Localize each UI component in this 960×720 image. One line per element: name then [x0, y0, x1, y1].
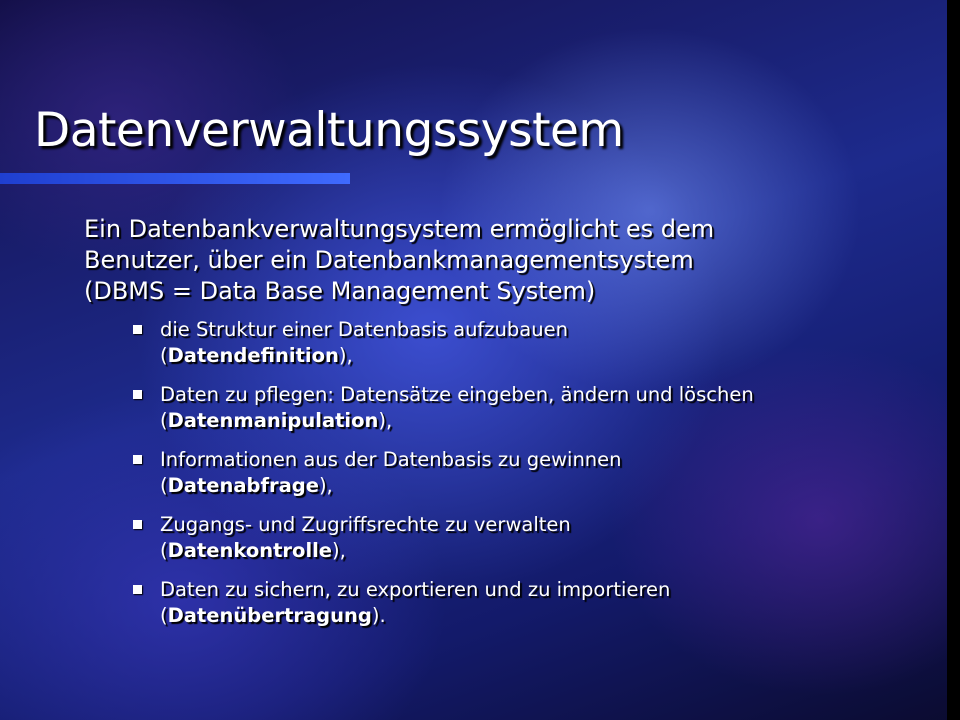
- bullet-text: Informationen aus der Datenbasis zu gewinnen: [160, 448, 622, 471]
- bullet-term-line: [160, 603, 904, 629]
- bullet-term: Datenmanipulation: [167, 409, 379, 432]
- square-bullet-icon: [133, 390, 142, 399]
- list-item: [160, 577, 904, 629]
- square-bullet-icon: [133, 520, 142, 529]
- paren-close: ),: [318, 474, 333, 497]
- bullet-term-line: [160, 538, 904, 564]
- bullet-text: Daten zu pflegen: Datensätze eingeben, ändern und löschen: [160, 383, 754, 406]
- paren-open: (: [160, 409, 168, 432]
- square-bullet-icon: [133, 455, 142, 464]
- paren-open: (: [160, 604, 168, 627]
- list-item: [160, 317, 904, 369]
- bullet-term: Datenabfrage: [167, 474, 319, 497]
- list-item: [160, 382, 904, 434]
- slide-title: Datenverwaltungssystem: [34, 103, 624, 158]
- right-edge-strip: [947, 0, 960, 720]
- paren-open: (: [160, 344, 168, 367]
- intro-paragraph: [84, 214, 904, 307]
- bullet-term: Datenkontrolle: [167, 539, 333, 562]
- list-item: [160, 447, 904, 499]
- square-bullet-icon: [133, 585, 142, 594]
- square-bullet-icon: [133, 325, 142, 334]
- paren-close: ),: [338, 344, 353, 367]
- slide-body: [84, 214, 904, 642]
- paren-open: (: [160, 474, 168, 497]
- bullet-term-line: [160, 343, 904, 369]
- intro-line: (DBMS = Data Base Management System): [84, 277, 596, 305]
- list-item: [160, 512, 904, 564]
- paren-close: ),: [378, 409, 393, 432]
- bullet-term-line: [160, 473, 904, 499]
- bullet-term-line: [160, 408, 904, 434]
- intro-line: Ein Datenbankverwaltungsystem ermöglicht es dem: [84, 215, 715, 243]
- bullet-term: Datendefinition: [167, 344, 339, 367]
- intro-line: Benutzer, über ein Datenbankmanagementsystem: [84, 246, 694, 274]
- bullet-text: Zugangs- und Zugriffsrechte zu verwalten: [160, 513, 571, 536]
- paren-open: (: [160, 539, 168, 562]
- bullet-term: Datenübertragung: [167, 604, 372, 627]
- paren-close: ).: [371, 604, 386, 627]
- bullet-list: [84, 317, 904, 629]
- paren-close: ),: [332, 539, 346, 562]
- title-underline-bar: [0, 173, 350, 184]
- bullet-text: die Struktur einer Datenbasis aufzubauen: [160, 318, 568, 341]
- bullet-text: Daten zu sichern, zu exportieren und zu importieren: [160, 578, 671, 601]
